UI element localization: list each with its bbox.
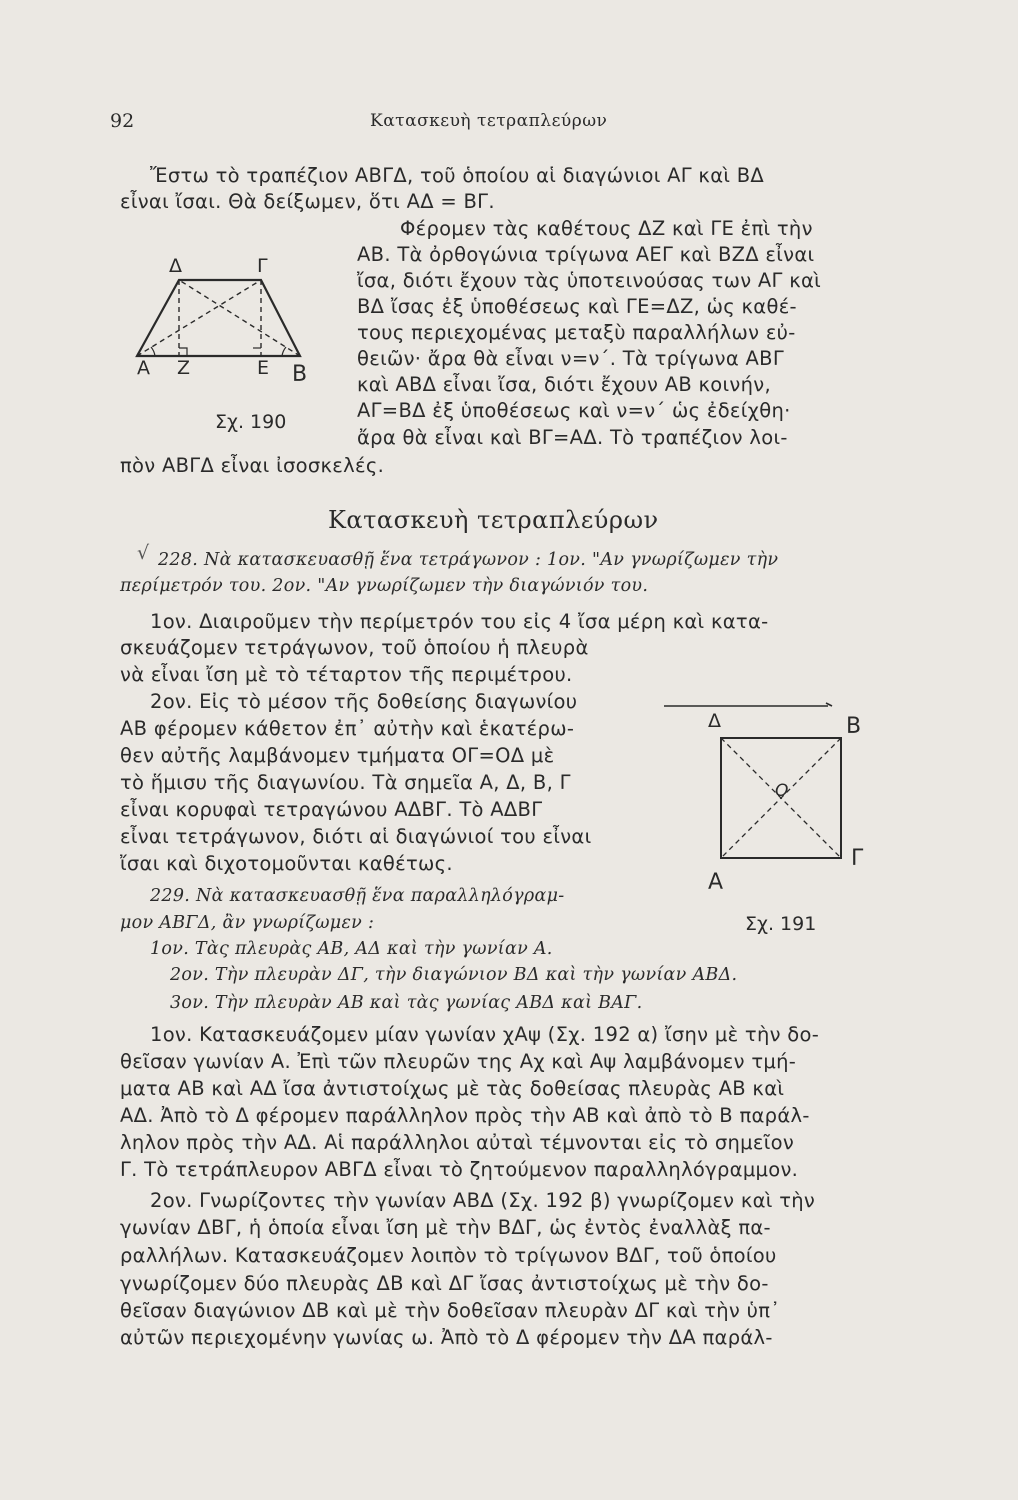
solution-229-line: ΑΔ. Ἀπὸ τὸ Δ φέρομεν παράλληλον πρὸς τὴν ΑΒ καὶ ἀπὸ τὸ Β παράλ-: [120, 1104, 810, 1127]
figure-191-square: [660, 700, 860, 900]
intro-line: ΑΓ=ΒΔ ἐξ ὑποθέσεως καὶ ν=ν΄ ὡς ἐδείχθη·: [357, 399, 791, 422]
solution-229-line: θεῖσαν γωνίαν Α. Ἐπὶ τῶν πλευρῶν της Αχ καὶ Αψ λαμβάνομεν τμή-: [120, 1050, 797, 1073]
intro-line: τους περιεχομένας μεταξὺ παραλλήλων εὐ-: [357, 321, 796, 344]
solution-228-line: 2ον. Εἰς τὸ μέσον τῆς δοθείσης διαγωνίου: [150, 690, 578, 713]
intro-line: ἄρα θὰ εἶναι καὶ ΒΓ=ΑΔ. Τὸ τραπέζιον λοι-: [357, 426, 788, 449]
fig190-caption: Σχ. 190: [215, 411, 287, 433]
solution-229-line: γωνίαν ΔΒΓ, ἡ ὁποία εἶναι ἴση μὲ τὴν ΒΔΓ, ὡς ἐντὸς ἐναλλὰξ πα-: [120, 1216, 771, 1239]
fig190-label-g: Γ: [257, 255, 268, 277]
intro-line: Ἔστω τὸ τραπέζιον ΑΒΓΔ, τοῦ ὁποίου αἱ διαγώνιοι ΑΓ καὶ ΒΔ: [150, 164, 765, 187]
solution-228-line: 1ον. Διαιροῦμεν τὴν περίμετρόν του εἰς 4 ἴσα μέρη καὶ κατα-: [150, 610, 769, 633]
fig191-caption: Σχ. 191: [745, 913, 817, 935]
intro-line: θειῶν· ἄρα θὰ εἶναι ν=ν΄. Τὰ τρίγωνα ΑΒΓ: [357, 347, 784, 370]
fig190-label-d: Δ: [169, 255, 182, 277]
fig191-label-o: Ο: [775, 781, 789, 801]
problem-229-line: 1ον. Τὰς πλευρὰς ΑΒ, ΑΔ καὶ τὴν γωνίαν Α.: [150, 939, 553, 959]
solution-229-line: αὐτῶν περιεχομένην γωνίας ω. Ἀπὸ τὸ Δ φέρομεν τὴν ΔΑ παράλ-: [120, 1326, 773, 1349]
problem-228-line: 228. Νὰ κατασκευασθῇ ἕνα τετράγωνον : 1ον. "Αν γνωρίζωμεν τὴν: [158, 550, 779, 570]
intro-line: ΒΔ ἴσας ἐξ ὑποθέσεως καὶ ΓΕ=ΔΖ, ὡς καθέ-: [357, 295, 797, 318]
fig190-label-a: Α: [137, 357, 150, 379]
problem-229-line: 2ον. Τὴν πλευρὰν ΔΓ, τὴν διαγώνιον ΒΔ καὶ τὴν γωνίαν ΑΒΔ.: [170, 965, 738, 985]
solution-229-line: 1ον. Κατασκευάζομεν μίαν γωνίαν χΑψ (Σχ. 192 α) ἴσην μὲ τὴν δο-: [150, 1023, 820, 1046]
intro-line: ἴσα, διότι ἔχουν τὰς ὑποτεινούσας των ΑΓ καὶ: [357, 269, 822, 292]
fig190-label-e: Ε: [257, 357, 270, 379]
intro-line: ΑΒ. Τὰ ὀρθογώνια τρίγωνα ΑΕΓ καὶ ΒΖΔ εἶναι: [357, 243, 815, 266]
fig191-label-d: Δ: [708, 710, 721, 732]
problem-229-line: μον ΑΒΓΔ, ἂν γνωρίζωμεν :: [120, 913, 375, 933]
page-number: 92: [110, 110, 135, 132]
solution-228-line: σκευάζομεν τετράγωνον, τοῦ ὁποίου ἡ πλευρὰ: [120, 636, 589, 659]
problem-228-line: περίμετρόν του. 2ον. "Αν γνωρίζωμεν τὴν διαγώνιόν του.: [120, 576, 649, 596]
intro-line: πὸν ΑΒΓΔ εἶναι ἰσοσκελές.: [120, 454, 385, 477]
problem-229-line: 3ον. Τὴν πλευρὰν ΑΒ καὶ τὰς γωνίας ΑΒΔ καὶ ΒΑΓ.: [170, 993, 643, 1013]
solution-229-line: γνωρίζομεν δύο πλευρὰς ΔΒ καὶ ΔΓ ἴσας ἀντιστοίχως μὲ τὴν δο-: [120, 1272, 769, 1295]
problem-229-line: 229. Νὰ κατασκευασθῇ ἕνα παραλληλόγραμ-: [150, 886, 565, 906]
intro-line: εἶναι ἴσαι. Θὰ δείξωμεν, ὅτι ΑΔ = ΒΓ.: [120, 190, 495, 213]
solution-229-line: 2ον. Γνωρίζοντες τὴν γωνίαν ΑΒΔ (Σχ. 192 β) γνωρίζομεν καὶ τὴν: [150, 1189, 816, 1212]
solution-229-line: θεῖσαν διαγώνιον ΔΒ καὶ μὲ τὴν δοθεῖσαν πλευρὰν ΔΓ καὶ τὴν ὑπ᾽: [120, 1299, 781, 1322]
fig190-label-z: Ζ: [177, 357, 191, 379]
solution-229-line: ληλον πρὸς τὴν ΑΔ. Αἱ παράλληλοι αὐταὶ τέμνονται εἰς τὸ σημεῖον: [120, 1131, 795, 1154]
fig190-label-b: Β: [292, 362, 308, 387]
solution-228-line: θεν αὐτῆς λαμβάνομεν τμήματα ΟΓ=ΟΔ μὲ: [120, 744, 555, 767]
solution-228-line: ΑΒ φέρομεν κάθετον ἐπ᾽ αὐτὴν καὶ ἑκατέρω-: [120, 717, 575, 740]
section-title: Κατασκευὴ τετραπλεύρων: [328, 506, 659, 534]
solution-229-line: Γ. Τὸ τετράπλευρον ΑΒΓΔ εἶναι τὸ ζητούμενον παραλληλόγραμμον.: [120, 1158, 799, 1181]
fig191-label-g: Γ: [851, 846, 864, 871]
solution-228-line: εἶναι τετράγωνον, διότι αἱ διαγώνιοί του εἶναι: [120, 825, 592, 848]
intro-line: καὶ ΑΒΔ εἶναι ἴσα, διότι ἔχουν ΑΒ κοινήν,: [357, 373, 771, 396]
running-title: Κατασκευὴ τετραπλεύρων: [370, 111, 608, 131]
solution-228-line: τὸ ἥμισυ τῆς διαγωνίου. Τὰ σημεῖα Α, Δ, Β, Γ: [120, 771, 571, 794]
solution-228-line: εἶναι κορυφαὶ τετραγώνου ΑΔΒΓ. Τὸ ΑΔΒΓ: [120, 798, 543, 821]
check-mark-icon: √: [137, 542, 150, 564]
fig191-label-b: Β: [846, 714, 862, 739]
solution-229-line: ραλλήλων. Κατασκευάζομεν λοιπὸν τὸ τρίγωνον ΒΔΓ, τοῦ ὁποίου: [120, 1244, 777, 1267]
figure-190-trapezoid: [125, 248, 315, 378]
intro-line: Φέρομεν τὰς καθέτους ΔΖ καὶ ΓΕ ἐπὶ τὴν: [400, 217, 813, 240]
solution-228-line: ἴσαι καὶ διχοτομοῦνται καθέτως.: [120, 852, 453, 875]
fig191-label-a: Α: [708, 870, 724, 895]
solution-228-line: νὰ εἶναι ἴση μὲ τὸ τέταρτον τῆς περιμέτρου.: [120, 663, 573, 686]
solution-229-line: ματα ΑΒ καὶ ΑΔ ἴσα ἀντιστοίχως μὲ τὰς δοθείσας πλευρὰς ΑΒ καὶ: [120, 1077, 785, 1100]
